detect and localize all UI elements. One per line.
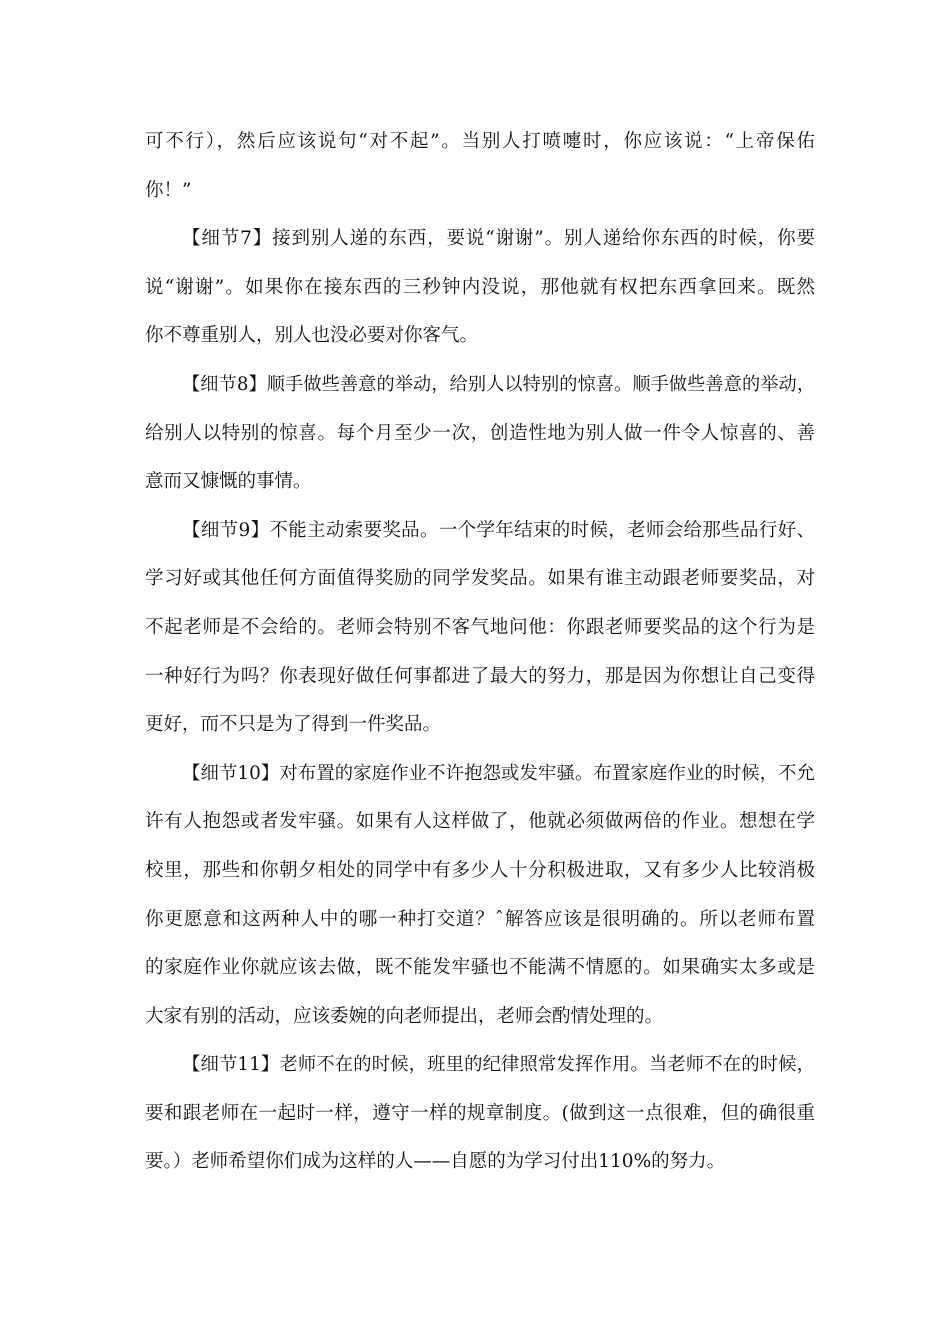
text-line: 你更愿意和这两种人中的哪一种打交道？ˆ解答应该是很明确的。所以老师布置 bbox=[145, 908, 815, 930]
text-line: 的家庭作业你就应该去做，既不能发牢骚也不能满不情愿的。如果确实太多或是 bbox=[145, 957, 815, 979]
paragraph-detail-9 bbox=[145, 507, 815, 750]
text-line: 【细节8】顺手做些善意的举动，给别人以特别的惊喜。顺手做些善意的举动， bbox=[182, 373, 815, 395]
paragraph-detail-8 bbox=[145, 361, 815, 507]
text-line: 意而又慷慨的事情。 bbox=[145, 471, 312, 493]
paragraph-detail-7 bbox=[145, 215, 815, 361]
text-line: 【细节7】接到别人递的东西，要说“谢谢”。别人递给你东西的时候，你要 bbox=[182, 228, 815, 250]
text-line: 许有人抱怨或者发牢骚。如果有人这样做了，他就必须做两倍的作业。想想在学 bbox=[145, 811, 815, 833]
text-line: 要。）老师希望你们成为这样的人——自愿的为学习付出110%的努力。 bbox=[145, 1151, 726, 1173]
text-line: 校里，那些和你朝夕相处的同学中有多少人十分积极进取，又有多少人比较消极 bbox=[145, 859, 815, 881]
text-line: 学习好或其他任何方面值得奖励的同学发奖品。如果有谁主动跟老师要奖品，对 bbox=[145, 568, 815, 590]
paragraph-detail-10 bbox=[145, 750, 815, 1042]
text-line: 可不行），然后应该说句“对不起”。当别人打喷嚏时，你应该说：“上帝保佑 bbox=[145, 131, 815, 152]
text-line: 不起老师是不会给的。老师会特别不客气地问他：你跟老师要奖品的这个行为是 bbox=[145, 616, 815, 638]
text-line: 说“谢谢”。如果你在接东西的三秒钟内没说，那他就有权把东西拿回来。既然 bbox=[145, 276, 815, 298]
text-line: 你不尊重别人，别人也没必要对你客气。 bbox=[145, 325, 479, 347]
document-body bbox=[145, 118, 815, 1187]
text-line: 大家有别的活动，应该委婉的向老师提出，老师会酌情处理的。 bbox=[145, 1005, 664, 1027]
text-line: 给别人以特别的惊喜。每个月至少一次，创造性地为别人做一件令人惊喜的、善 bbox=[145, 422, 815, 444]
paragraph-continued bbox=[145, 118, 815, 215]
text-line: 【细节11】老师不在的时候，班里的纪律照常发挥作用。当老师不在的时候， bbox=[182, 1054, 815, 1076]
text-line: 要和跟老师在一起时一样，遵守一样的规章制度。(做到这一点很难，但的确很重 bbox=[145, 1102, 815, 1124]
text-line: 【细节10】对布置的家庭作业不许抱怨或发牢骚。布置家庭作业的时候，不允 bbox=[182, 762, 815, 784]
paragraph-detail-11 bbox=[145, 1041, 815, 1187]
text-line: 【细节9】不能主动索要奖品。一个学年结束的时候，老师会给那些品行好、 bbox=[182, 519, 815, 541]
text-line: 一种好行为吗？你表现好做任何事都进了最大的努力，那是因为你想让自己变得 bbox=[145, 665, 815, 687]
text-line: 你！” bbox=[145, 179, 192, 201]
text-line: 更好，而不只是为了得到一件奖品。 bbox=[145, 714, 442, 736]
